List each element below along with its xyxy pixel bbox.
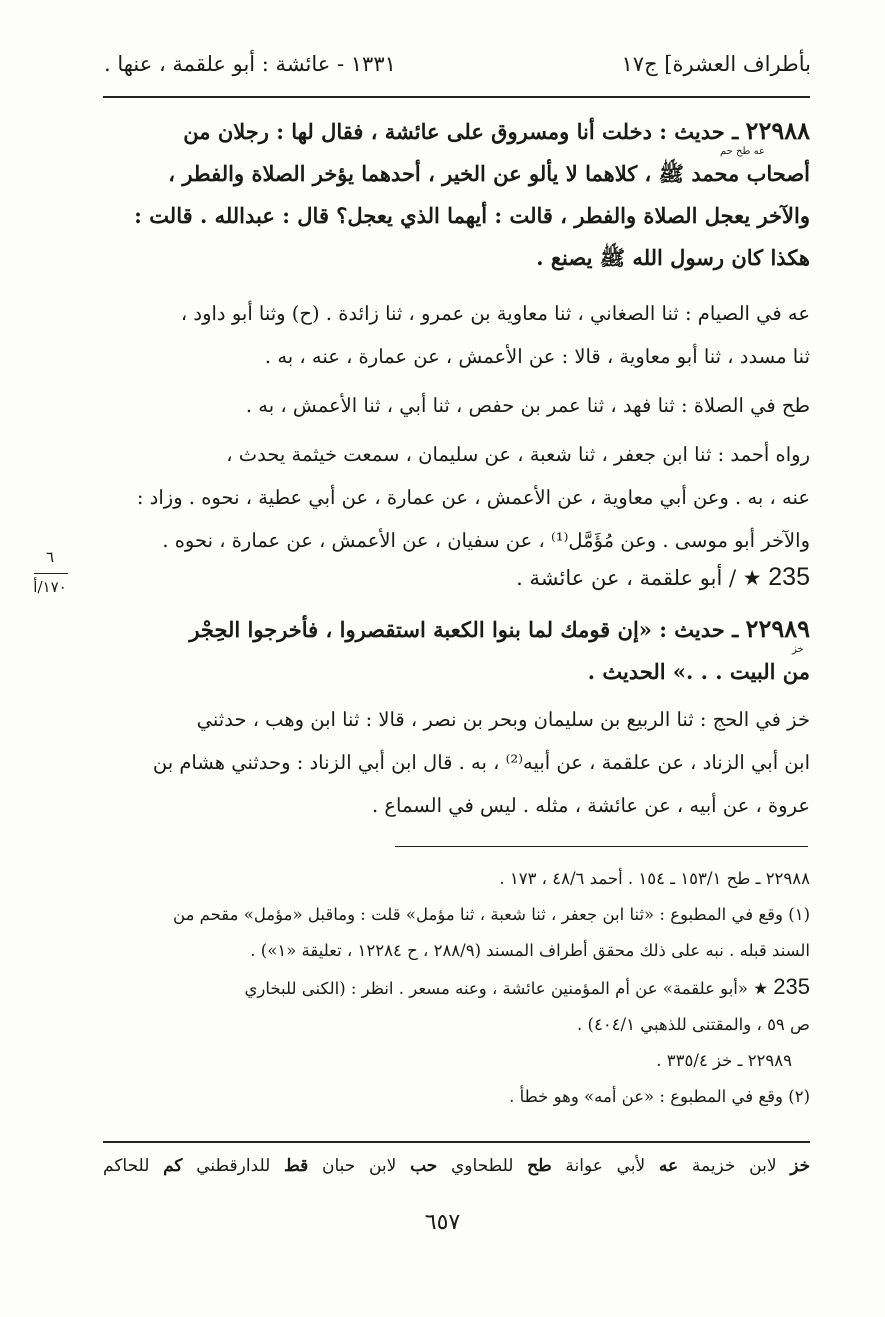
abbreviation-rule <box>103 1141 810 1143</box>
sigla-marker: عه طح حم <box>720 146 765 157</box>
header-rule <box>103 96 810 98</box>
abbreviations-legend <box>103 1156 810 1176</box>
footnote-1-line1: (١) وقع في المطبوع : «ثنا ابن جعفر ، ثنا شعبة ، ثنا مؤمل» قلت : وماقبل «مؤمل» مقحم من <box>173 905 810 924</box>
abbr-item: عه لأبي عوانة <box>565 1156 679 1176</box>
entry-235: 235 ★ / أبو علقمة ، عن عائشة . <box>516 563 810 591</box>
hadith-22989-line1: ٢٢٩٨٩ ـ حديث : «إن قومك لما بنوا الكعبة استقصروا ، فأخرجوا الحِجْر <box>189 614 810 643</box>
footnotes <box>103 861 810 1115</box>
hadith-22989-line2: من البيت . . .» الحديث . <box>587 659 810 684</box>
margin-divider <box>34 573 68 574</box>
sigla-marker: خز <box>792 644 804 655</box>
paragraph-abu-awana: عه في الصيام : ثنا الصغاني ، ثنا معاوية بن عمرو ، ثنا زائدة . (ح) وثنا أبو داود ، ثنا مسدد ، ثنا أبو معاوية ، قالا : عن الأعمش ، عن عمارة ، عنه ، به . <box>180 302 810 368</box>
footnote-22989: ٢٢٩٨٩ ـ خز ٣٣٥/٤ . <box>656 1051 792 1070</box>
abbr-item: حب لابن حبان <box>321 1156 438 1176</box>
hadith-22989 <box>103 608 810 693</box>
entry-number: 235 <box>768 563 810 591</box>
paragraph-ahmad: رواه أحمد : ثنا ابن جعفر ، ثنا شعبة ، عن سليمان ، سمعت خيثمة يحدث ، عنه ، به . وعن أبي معاوية ، عن الأعمش ، عن عمارة ، عن أبي عطية ، نحوه . وزاد : والآخر أبو موسى . وعن مُؤَمَّل⁽¹⁾ ، عن سفيان ، عن الأعمش ، عن عمارة ، نحوه . <box>136 443 810 552</box>
hadith-22988 <box>103 110 810 279</box>
footnote-2: (٢) وقع في المطبوع : «عن أمه» وهو خطأ . <box>509 1087 810 1106</box>
footnote-1-line2: السند قبله . نبه على ذلك محقق أطراف المسند (٢٨٨/٩ ، ح ١٢٢٨٤ ، تعليقة «١») . <box>250 941 810 960</box>
hadith-22988-line1: ٢٢٩٨٨ ـ حديث : دخلت أنا ومسروق على عائشة ، فقال لها : رجلان من <box>183 116 810 145</box>
footnote-235-line1: 235 ★ «أبو علقمة» عن أم المؤمنين عائشة ، وعنه مسعر . انظر : (الكنى للبخاري <box>244 974 810 999</box>
abbr-item: قط للدارقطني <box>196 1156 309 1176</box>
hadith-number: ٢٢٩٨٨ <box>745 116 810 145</box>
hadith-22988-line3: والآخر يعجل الصلاة والفطر ، قالت : أيهما الذي يعجل؟ قال : عبدالله . قالت : <box>134 203 810 228</box>
star-icon: ★ <box>742 566 762 590</box>
abbr-item: طح للطحاوي <box>451 1156 552 1176</box>
abbr-item: خز لابن خزيمة <box>691 1156 811 1176</box>
running-header-left: ١٣٣١ - عائشة : أبو علقمة ، عنها . <box>104 52 396 76</box>
running-header-right: بأطراف العشرة] ج١٧ <box>621 52 811 76</box>
abbr-item: كم للحاكم <box>103 1156 183 1176</box>
paragraph-ibn-khuzayma: خز في الحج : ثنا الربيع بن سليمان وبحر بن نصر ، قالا : ثنا ابن وهب ، حدثني ابن أبي الزناد ، عن علقمة ، عن أبيه⁽²⁾ ، به . قال ابن أبي الزناد : وحدثني هشام بن عروة ، عن أبيه ، عن عائشة ، مثله . ليس في السماع . <box>152 708 810 817</box>
star-icon: ★ <box>753 979 769 998</box>
footnote-22988: ٢٢٩٨٨ ـ طح ١٥٣/١ ـ ١٥٤ . أحمد ٤٨/٦ ، ١٧٣ . <box>499 869 810 888</box>
footnote-235-line2: ص ٥٩ ، والمقتنى للذهبي ٤٠٤/١) . <box>577 1015 810 1034</box>
margin-note-top: ٦ <box>45 548 55 566</box>
hadith-22988-line2: أصحاب محمد ﷺ ، كلاهما لا يألو عن الخير ، أحدهما يؤخر الصلاة والفطر ، <box>168 161 810 186</box>
paragraph-tahawi: طح في الصلاة : ثنا فهد ، ثنا عمر بن حفص ، ثنا أبي ، ثنا الأعمش ، به . <box>245 394 810 417</box>
hadith-number: ٢٢٩٨٩ <box>745 614 810 643</box>
footnote-rule <box>395 846 808 847</box>
margin-note-bottom: ١٧٠/أ <box>33 578 67 596</box>
hadith-22988-line4: هكذا كان رسول الله ﷺ يصنع . <box>536 245 810 270</box>
page-number: ٦٥٧ <box>424 1210 461 1235</box>
